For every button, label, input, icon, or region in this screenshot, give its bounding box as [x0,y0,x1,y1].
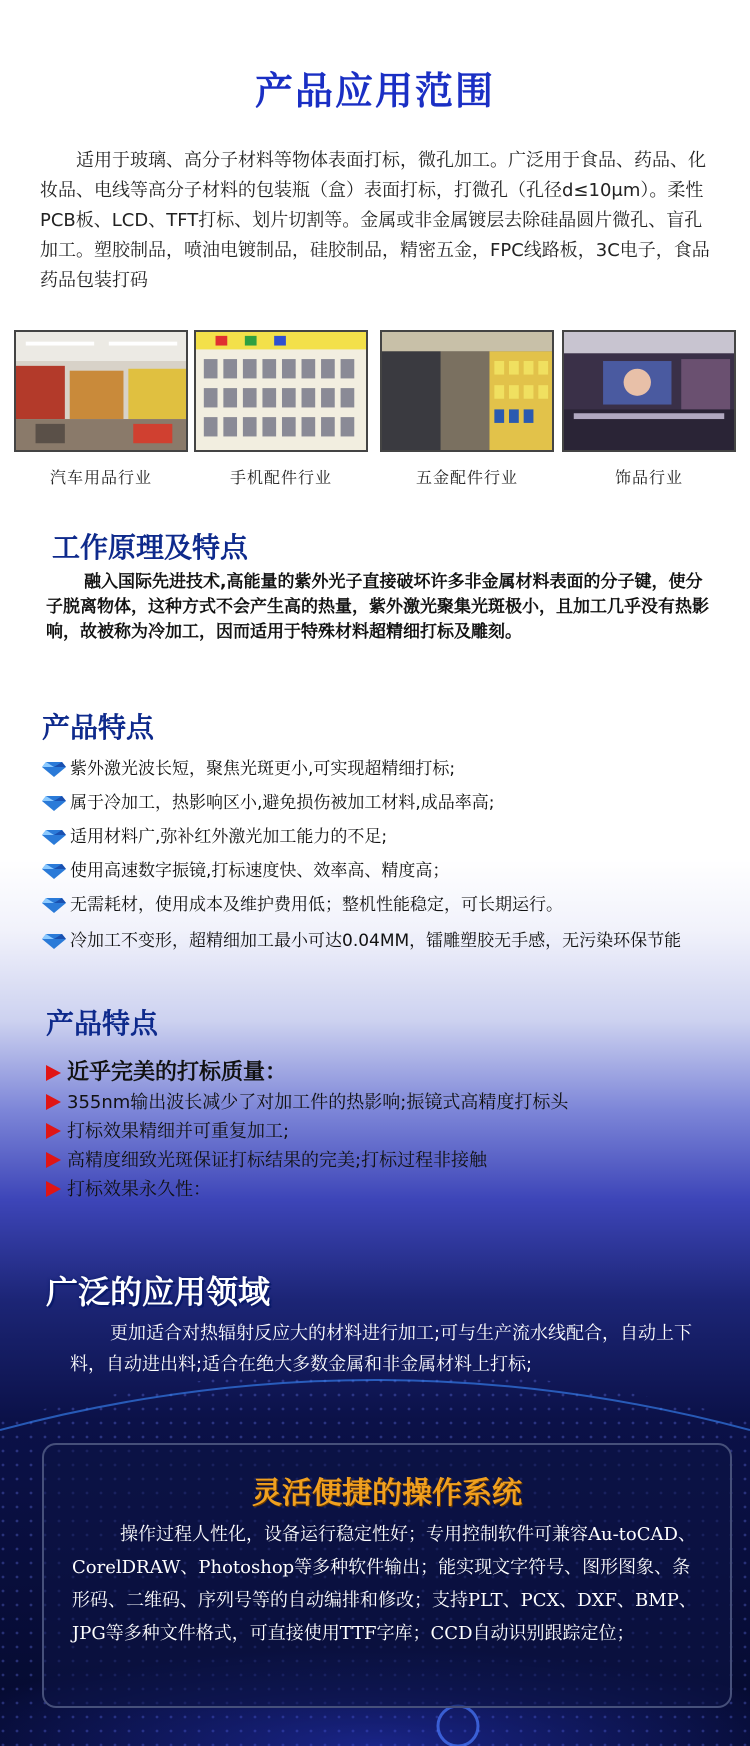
quality-text: 355nm输出波长减少了对加工件的热影响;振镜式高精度打标头 [67,1092,569,1113]
features-title: 产品特点 [42,711,155,744]
quality-text: 高精度细致光斑保证打标结果的完美;打标过程非接触 [67,1150,488,1171]
feature-text: 属于冷加工，热影响区小,避免损伤被加工材料,成品率高; [70,793,495,813]
quality-text: 近乎完美的打标质量： [67,1060,288,1085]
principle-text: 融入国际先进技术,高能量的紫外光子直接破坏许多非金属材料表面的分子键，使分子脱离物体，这种方式不会产生高的热量，紫外激光聚集光斑极小，且加工几乎没有热影响，故被称为冷加工，因而适用于特殊材料超精细打标及雕刻。 [46,572,709,642]
operation-text: 操作过程人性化，设备运行稳定性好；专用控制软件可兼容Au-toCAD、 CorelDRAW、Photoshop等多种软件输出；能实现文字符号、图形图象、条形码、二维码、序列号等的自动编排和修改；支持PLT、PCX、DXF、BMP、JPG等多种文件格式，可直接使用TTF字库；CCD自动识别跟踪定位； [72,1524,697,1644]
quality-text: 打标效果永久性： [67,1179,211,1200]
feature-item [42,788,712,818]
triangle-bullet-icon [46,1181,61,1197]
feature-item [42,754,712,784]
photo-caption: 手机配件行业 [229,468,332,487]
page-title: 产品应用范围 [254,68,495,113]
quality-item [46,1146,487,1172]
diamond-icon [42,897,66,913]
feature-text: 冷加工不变形，超精细加工最小可达0.04MM，镭雕塑胶无手感，无污染环保节能 [70,931,682,951]
photo-caption: 饰品行业 [614,468,683,487]
application-scope-text: 适用于玻璃、高分子材料等物体表面打标，微孔加工。广泛用于食品、药品、化妆品、电线等高分子材料的包装瓶（盒）表面打标，打微孔（孔径d≤10μm）。柔性PCB板、LCD、TFT打标、划片切割等。金属或非金属镀层去除硅晶圆片微孔、盲孔加工。塑胶制品，喷油电镀制品，硅胶制品，精密五金，FPC线路板，3C电子，食品药品包装打码 [40,150,710,291]
feature-text: 使用高速数字振镜,打标速度快、效率高、精度高； [70,861,450,881]
feature-item [42,822,712,852]
photo-caption: 五金配件行业 [415,468,518,487]
triangle-bullet-icon [46,1065,61,1081]
quality-item [46,1175,211,1201]
phone-accessory-photo [194,330,368,452]
application-text: 更加适合对热辐射反应大的材料进行加工;可与生产流水线配合，自动上下料，自动进出料;适合在绝大多数金属和非金属材料上打标; [70,1323,693,1375]
feature-text: 适用材料广,弥补红外激光加工能力的不足; [70,827,388,847]
feature-item [42,856,712,886]
feature-text: 无需耗材，使用成本及维护费用低；整机性能稳定，可长期运行。 [70,895,563,915]
quality-item [46,1088,568,1114]
diamond-icon [42,829,66,845]
triangle-bullet-icon [46,1123,61,1139]
feature-item [42,924,720,958]
quality-text: 打标效果精细并可重复加工; [67,1121,290,1142]
diamond-icon [42,761,66,777]
triangle-bullet-icon [46,1094,61,1110]
jewelry-store-photo [562,330,736,452]
quality-item [46,1055,287,1086]
hardware-store-photo [380,330,554,452]
diamond-icon [42,863,66,879]
diamond-icon [42,933,66,949]
principle-title: 工作原理及特点 [52,531,249,564]
feature-text: 紫外激光波长短，聚焦光斑更小,可实现超精细打标; [70,759,456,779]
quality-title: 产品特点 [46,1007,159,1040]
diamond-icon [42,795,66,811]
photo-caption: 汽车用品行业 [49,468,152,487]
application-title: 广泛的应用领域 [46,1273,271,1311]
auto-store-photo [14,330,188,452]
triangle-bullet-icon [46,1152,61,1168]
feature-item [42,890,712,920]
quality-item [46,1117,289,1143]
operation-title: 灵活便捷的操作系统 [252,1476,522,1511]
